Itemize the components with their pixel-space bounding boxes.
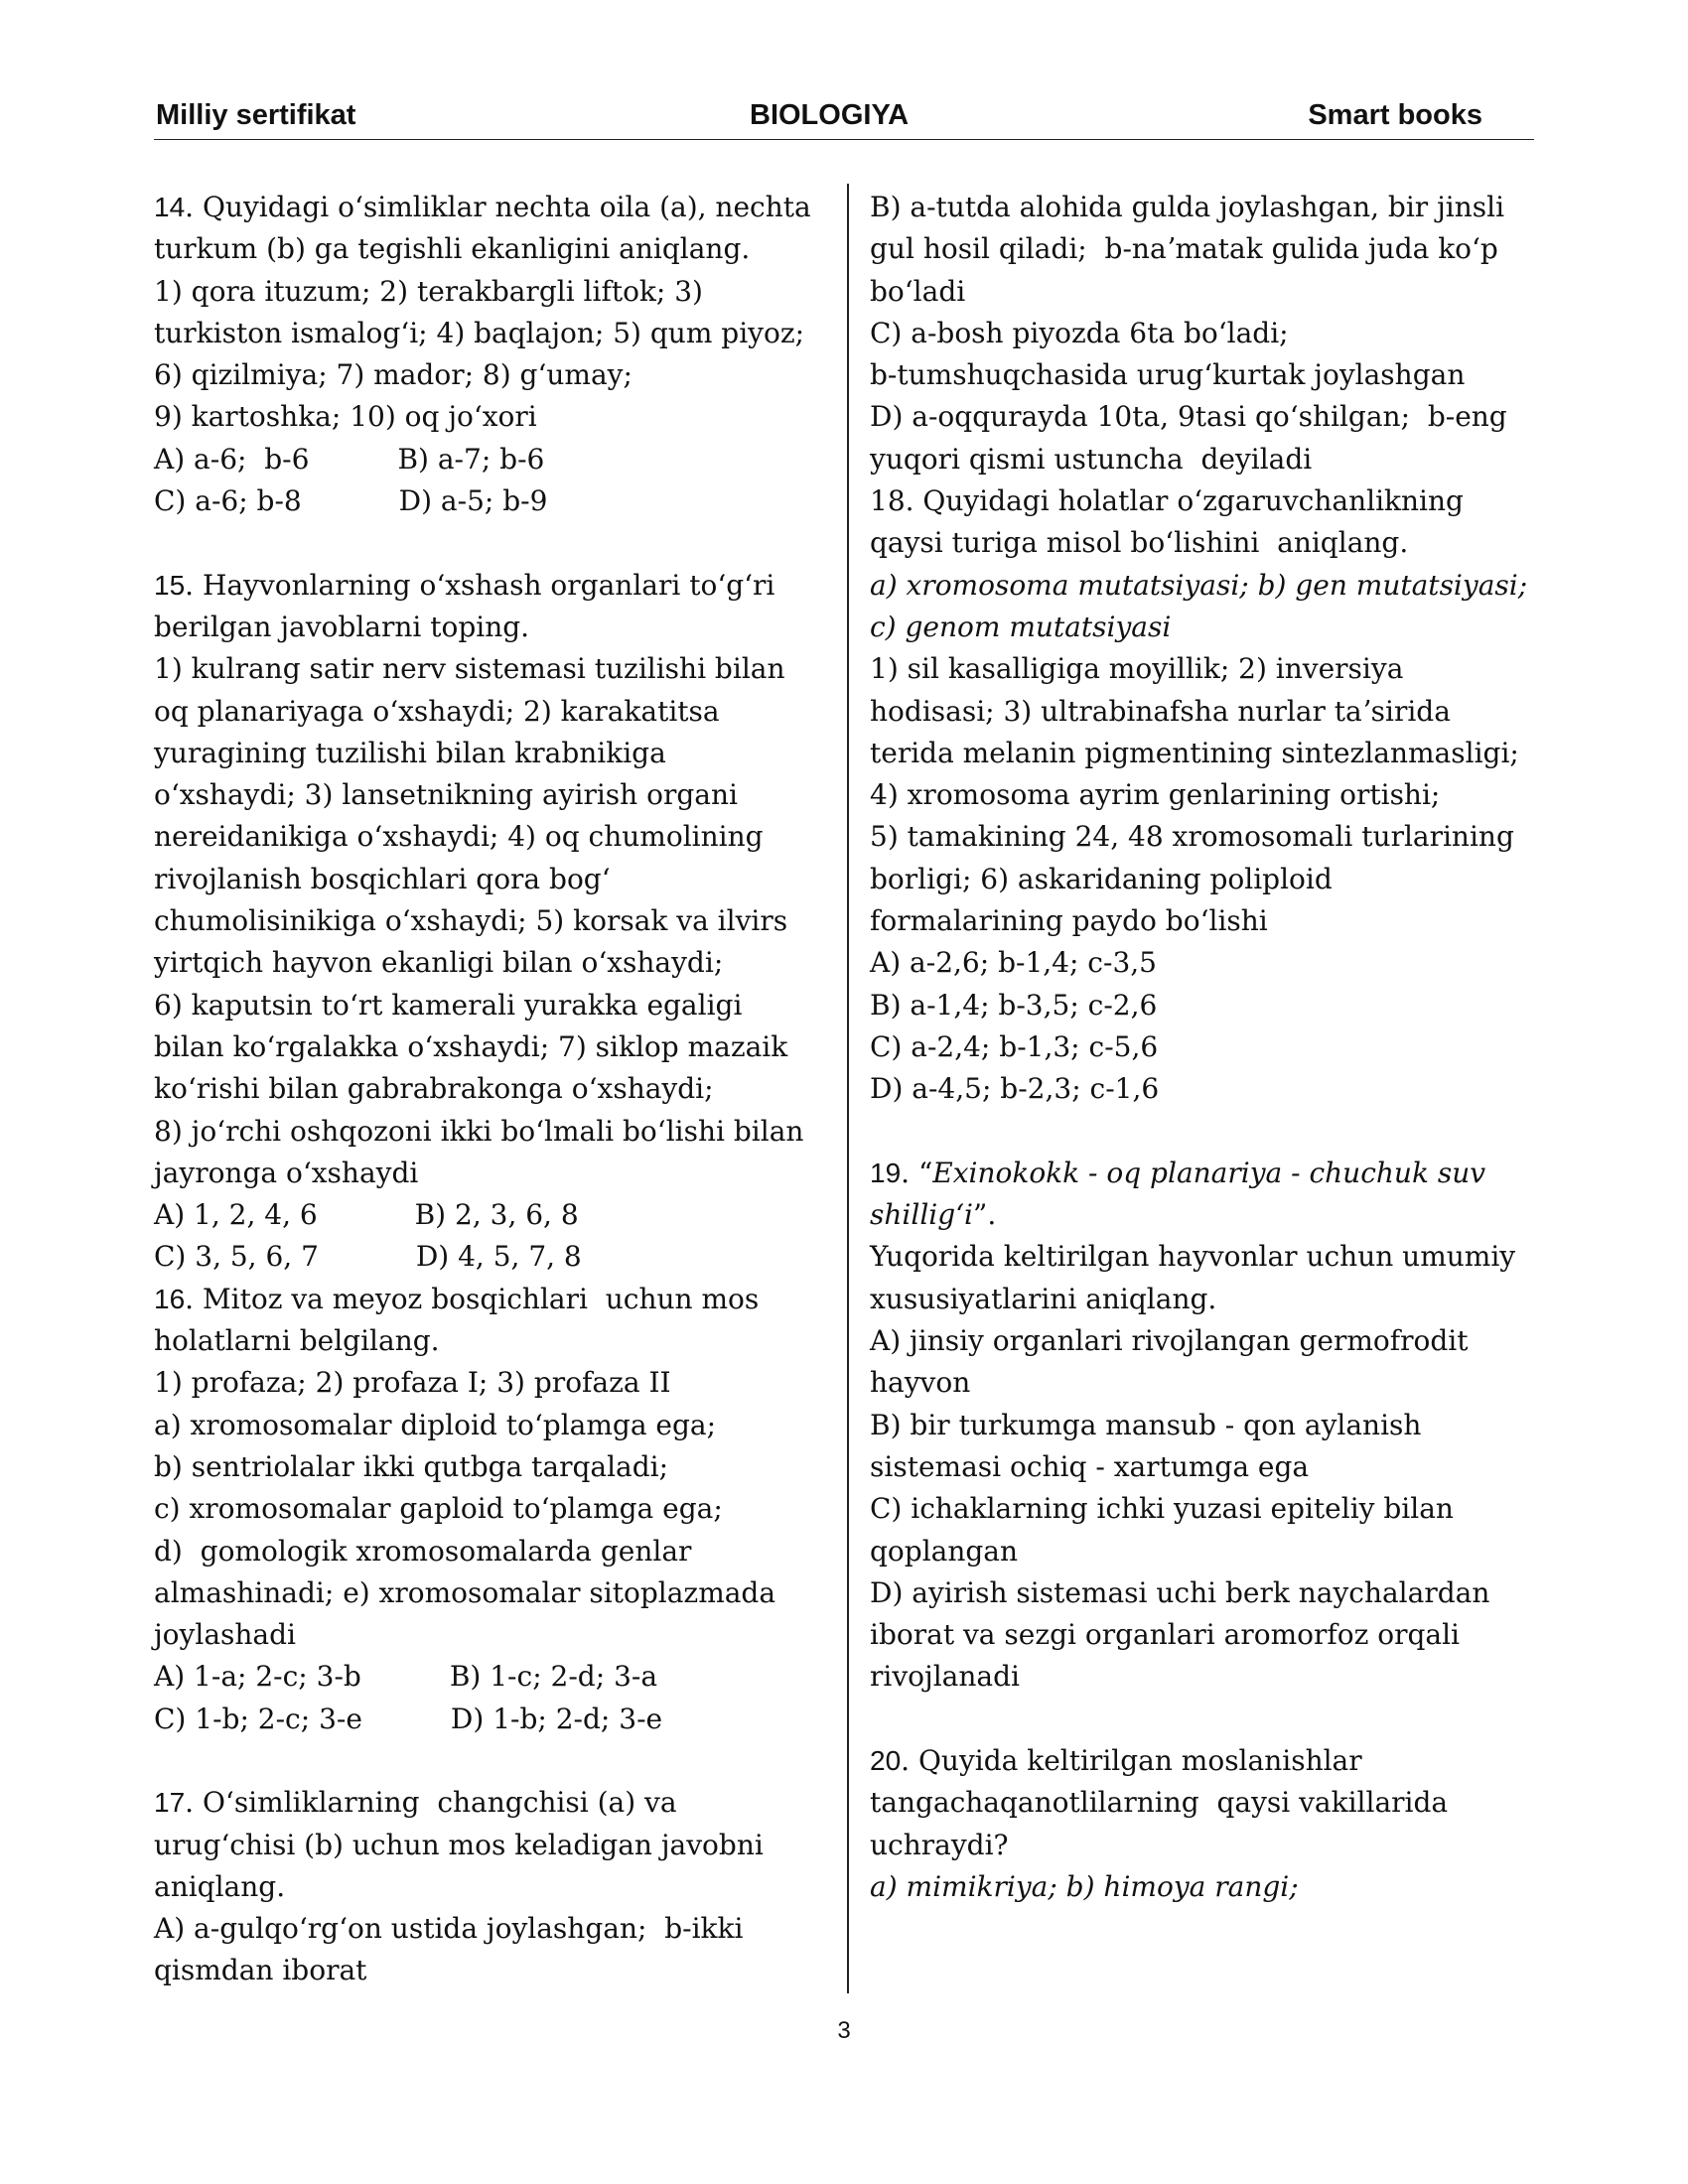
answer-options: hayvon	[870, 1366, 971, 1400]
question-text: 9) kartoshka; 10) oq joʻxori	[154, 400, 537, 434]
question-text: yirtqich hayvon ekanligi bilan oʻxshaydi;	[154, 946, 724, 980]
answer-options: rivojlanadi	[870, 1660, 1020, 1694]
question-text: b) sentriolalar ikki qutbga tarqaladi;	[154, 1449, 669, 1483]
answer-options: B) bir turkumga mansub - qon aylanish	[870, 1408, 1422, 1441]
question-text: turkum (b) ga tegishli ekanligini aniqlang.	[154, 232, 751, 266]
question-number: 16	[154, 1283, 186, 1314]
question-text: nereidanikiga oʻxshaydi; 4) oq chumolining	[154, 820, 764, 854]
answer-options: D) a-oqqurayda 10ta, 9tasi qoʻshilgan; b-eng	[870, 400, 1507, 434]
header-left-title: Milliy sertifikat	[156, 99, 356, 131]
question-text: . Quyida keltirilgan moslanishlar	[901, 1743, 1362, 1777]
answer-options: A) a-2,6; b-1,4; c-3,5	[870, 946, 1157, 980]
question-text: terida melanin pigmentining sintezlanmasligi;	[870, 736, 1519, 769]
question-17-continued	[870, 187, 1565, 480]
answer-options: gul hosil qiladi; b-naʼmatak gulida juda koʻp	[870, 232, 1498, 266]
answer-options: A) jinsiy organlari rivojlangan germofrodit	[870, 1324, 1469, 1358]
question-text: tangachaqanotlilarning qaysi vakillarida	[870, 1786, 1449, 1820]
question-17	[154, 1782, 839, 1991]
question-text: 6) kaputsin toʻrt kamerali yurakka egaligi	[154, 988, 743, 1022]
question-text: 6) qizilmiya; 7) mador; 8) gʻumay;	[154, 358, 633, 392]
question-number: 15	[154, 569, 186, 601]
answer-options: boʻladi	[870, 274, 966, 308]
answer-options: iborat va sezgi organlari aromorfoz orqali	[870, 1618, 1461, 1652]
answer-options: A) 1, 2, 4, 6 B) 2, 3, 6, 8	[154, 1198, 579, 1232]
left-column	[154, 187, 839, 1992]
question-text: qaysi turiga misol boʻlishini aniqlang.	[870, 526, 1409, 560]
question-text: . Mitoz va meyoz bosqichlari uchun mos	[185, 1282, 760, 1315]
question-quote: shilligʻi	[870, 1198, 974, 1232]
question-text: berilgan javoblarni toping.	[154, 610, 530, 643]
header-publisher: Smart books	[1308, 99, 1482, 131]
question-text: aniqlang.	[154, 1869, 286, 1903]
question-text: turkiston ismalogʻi; 4) baqlajon; 5) qum piyoz;	[154, 316, 805, 349]
answer-options: C) a-2,4; b-1,3; c-5,6	[870, 1029, 1159, 1063]
question-text: Yuqorida keltirilgan hayvonlar uchun umumiy	[870, 1240, 1516, 1274]
question-18	[870, 480, 1565, 1110]
question-categories: a) xromosoma mutatsiyasi; b) gen mutatsiyasi;	[870, 568, 1528, 602]
question-text: formalarining paydo boʻlishi	[870, 904, 1268, 938]
question-19: 19. “Exinokokk - oq planariya - chuchuk suv shilligʻi”. Yuqorida keltirilgan hayvonlar uchun umumiy xususiyatlarini aniqlang. A) jinsiy organlari rivojlangan germofrodit hayvon B) bir turkumga mansub - qon aylanish sistemasi ochiq - xartumga ega C) ichaklarning ichki yuzasi epiteliy bilan qoplangan D) ayirish sistemasi uchi berk naychalardan iborat va sezgi organlari aromorfoz orqali rivojlanadi	[870, 1153, 1565, 1699]
question-text: 1) profaza; 2) profaza I; 3) profaza II	[154, 1366, 671, 1400]
answer-options: A) 1-a; 2-c; 3-b B) 1-c; 2-d; 3-a	[154, 1660, 658, 1694]
answer-options: C) a-6; b-8 D) a-5; b-9	[154, 484, 548, 518]
answer-options: A) a-gulqoʻrgʻon ustida joylashgan; b-ikki	[154, 1912, 744, 1946]
question-text: rivojlanish bosqichlari qora bogʻ	[154, 862, 611, 895]
question-text: 18. Quyidagi holatlar oʻzgaruvchanlikning	[870, 484, 1464, 518]
question-text: . Hayvonlarning oʻxshash organlari toʻgʻri	[185, 568, 775, 602]
question-15	[154, 565, 839, 1279]
answer-options: C) 1-b; 2-c; 3-e D) 1-b; 2-d; 3-e	[154, 1702, 663, 1735]
answer-options: B) a-1,4; b-3,5; c-2,6	[870, 988, 1158, 1022]
question-number: 20	[870, 1744, 902, 1776]
question-text: 4) xromosoma ayrim genlarining ortishi;	[870, 778, 1441, 812]
question-text: d) gomologik xromosomalarda genlar	[154, 1534, 692, 1568]
question-text: koʻrishi bilan gabrabrakonga oʻxshaydi;	[154, 1072, 714, 1106]
header-subject-title: BIOLOGIYA	[750, 99, 910, 131]
question-number: 17	[154, 1787, 186, 1819]
spacer	[154, 522, 839, 564]
question-text: borligi; 6) askaridaning poliploid	[870, 862, 1333, 895]
question-text: 1) qora ituzum; 2) terakbargli liftok; 3)	[154, 274, 703, 308]
answer-options: A) a-6; b-6 B) a-7; b-6	[154, 442, 545, 476]
question-categories: a) mimikriya; b) himoya rangi;	[870, 1869, 1299, 1903]
answer-options: C) 3, 5, 6, 7 D) 4, 5, 7, 8	[154, 1240, 582, 1274]
page-number: 3	[837, 2017, 851, 2044]
question-14	[154, 187, 839, 522]
question-text: oʻxshaydi; 3) lansetnikning ayirish organi	[154, 778, 738, 812]
question-text: oq planariyaga oʻxshaydi; 2) karakatitsa	[154, 694, 720, 728]
spacer	[870, 1111, 1565, 1153]
question-text: . Oʻsimliklarning changchisi (a) va	[185, 1786, 677, 1820]
question-text: . Quyidagi oʻsimliklar nechta oila (a), nechta	[185, 191, 811, 223]
question-text: almashinadi; e) xromosomalar sitoplazmada	[154, 1575, 776, 1609]
question-text: yuragining tuzilishi bilan krabnikiga	[154, 736, 666, 769]
answer-options: B) a-tutda alohida gulda joylashgan, bir jinsli	[870, 191, 1505, 223]
spacer	[870, 1699, 1565, 1740]
question-text: hodisasi; 3) ultrabinafsha nurlar taʼsirida	[870, 694, 1451, 728]
question-text: a) xromosomalar diploid toʻplamga ega;	[154, 1408, 717, 1441]
column-divider	[847, 184, 849, 1993]
answer-options: yuqori qismi ustuncha deyiladi	[870, 442, 1313, 476]
question-text: jayronga oʻxshaydi	[154, 1156, 419, 1189]
question-text: c) xromosomalar gaploid toʻplamga ega;	[154, 1492, 723, 1526]
answer-options: qoplangan	[870, 1534, 1019, 1568]
question-text: xususiyatlarini aniqlang.	[870, 1282, 1217, 1315]
question-text: holatlarni belgilang.	[154, 1324, 440, 1358]
answer-options: D) a-4,5; b-2,3; c-1,6	[870, 1072, 1160, 1106]
question-text: 1) kulrang satir nerv sistemasi tuzilishi bilan	[154, 652, 785, 686]
question-quote: Exinokokk - oq planariya - chuchuk suv	[932, 1156, 1486, 1189]
answer-options: C) a-bosh piyozda 6ta boʻladi;	[870, 316, 1289, 349]
question-categories: c) genom mutatsiyasi	[870, 610, 1172, 643]
right-column	[870, 187, 1565, 1908]
answer-options: sistemasi ochiq - xartumga ega	[870, 1449, 1310, 1483]
question-text: uchraydi?	[870, 1828, 1009, 1861]
question-text: joylashadi	[154, 1618, 296, 1652]
question-number: 14	[154, 192, 186, 222]
question-number: 19	[870, 1157, 902, 1188]
answer-options: qismdan iborat	[154, 1954, 367, 1987]
question-text: chumolisinikiga oʻxshaydi; 5) korsak va ilvirs	[154, 904, 788, 938]
question-text: 1) sil kasalligiga moyillik; 2) inversiya	[870, 652, 1404, 686]
question-text: 5) tamakining 24, 48 xromosomali turlarining	[870, 820, 1514, 854]
answer-options: b-tumshuqchasida urugʻkurtak joylashgan	[870, 358, 1466, 392]
answer-options: C) ichaklarning ichki yuzasi epiteliy bilan	[870, 1492, 1454, 1526]
page-header	[154, 99, 1534, 140]
spacer	[154, 1740, 839, 1782]
question-text: urugʻchisi (b) uchun mos keladigan javobni	[154, 1828, 764, 1861]
answer-options: D) ayirish sistemasi uchi berk naychalardan	[870, 1575, 1490, 1609]
question-20	[870, 1740, 1565, 1908]
question-text: 8) joʻrchi oshqozoni ikki boʻlmali boʻlishi bilan	[154, 1114, 804, 1148]
question-16	[154, 1279, 839, 1740]
question-text: bilan koʻrgalakka oʻxshaydi; 7) siklop mazaik	[154, 1029, 788, 1063]
